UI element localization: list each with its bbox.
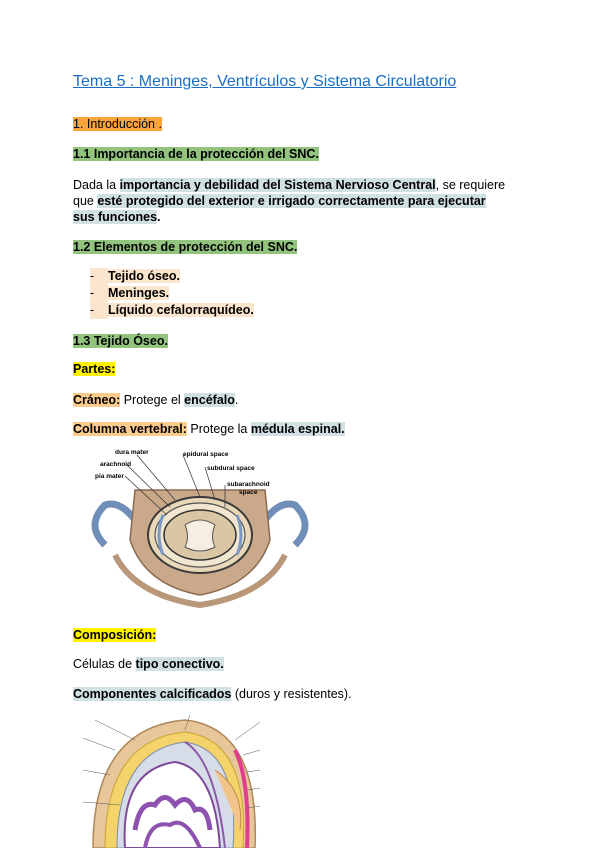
craneo-label: Cráneo:	[73, 393, 121, 407]
label-space: space	[239, 489, 258, 496]
spinal-meninges-figure	[75, 445, 325, 610]
composicion-text: Composición:	[73, 628, 157, 642]
list-dash: -	[90, 268, 108, 285]
cranial-meninges-figure	[75, 710, 290, 848]
label-epidural: epidural space	[183, 451, 229, 458]
label-pia: pia mater	[95, 473, 124, 480]
craneo-c: .	[234, 393, 239, 407]
componentes-a: Componentes calcificados	[73, 687, 232, 701]
columna-a: Protege la	[186, 422, 251, 436]
list-dash: -	[90, 285, 108, 302]
composicion-heading	[73, 627, 156, 644]
right-nerve-root	[265, 504, 305, 545]
section-1-1-heading	[73, 146, 319, 163]
label-subdural: subdural space	[207, 465, 255, 472]
partes-heading	[73, 361, 115, 378]
columna-label: Columna vertebral:	[73, 422, 187, 436]
protection-list	[90, 268, 254, 319]
label-arachnoid: arachnoid	[100, 461, 132, 468]
paragraph-line-2	[73, 193, 486, 210]
p1-d: que	[73, 194, 98, 208]
p1-f: sus funciones	[73, 210, 158, 224]
list-item	[90, 268, 254, 285]
p1-c: , se requiere	[435, 178, 506, 192]
list-item-text: Líquido cefalorraquídeo.	[108, 303, 254, 317]
list-item	[90, 302, 254, 319]
columna-line	[73, 421, 345, 438]
gray-matter	[185, 520, 215, 551]
celulas-line	[73, 656, 224, 673]
componentes-line	[73, 686, 352, 703]
paragraph-line-1	[73, 177, 505, 194]
label-subarachnoid: subarachnoid	[227, 481, 270, 488]
p1-a: Dada la	[73, 178, 120, 192]
page-title: Tema 5 : Meninges, Ventrículos y Sistema Circulatorio	[73, 73, 457, 90]
craneo-b: encéfalo	[184, 393, 235, 407]
p1-g: .	[157, 210, 161, 224]
p1-b: importancia y debilidad del Sistema Nervioso Central	[119, 178, 436, 192]
paragraph-line-3	[73, 209, 161, 226]
partes-text: Partes:	[73, 362, 116, 376]
label-dura: dura mater	[115, 449, 149, 456]
columna-b: médula espinal.	[250, 422, 345, 436]
section-1-3-text: 1.3 Tejido Óseo.	[73, 334, 168, 348]
section-1-3-heading	[73, 333, 168, 350]
celulas-b: tipo conectivo.	[135, 657, 224, 671]
section-1-1-text: 1.1 Importancia de la protección del SNC.	[73, 147, 319, 161]
craneo-a: Protege el	[120, 393, 185, 407]
p1-e: esté protegido del exterior e irrigado correctamente para ejecutar	[97, 194, 486, 208]
componentes-b: (duros y resistentes).	[231, 687, 352, 701]
celulas-a: Células de	[73, 657, 136, 671]
section-1-text: 1. Introducción .	[73, 117, 162, 131]
section-1-heading	[73, 116, 162, 133]
craneo-line	[73, 392, 238, 409]
list-item-text: Meninges.	[108, 286, 170, 300]
list-item	[90, 285, 254, 302]
section-1-2-text: 1.2 Elementos de protección del SNC.	[73, 240, 298, 254]
list-item-text: Tejido óseo.	[108, 269, 180, 283]
left-nerve-root	[95, 504, 135, 545]
section-1-2-heading	[73, 239, 297, 256]
list-dash: -	[90, 302, 108, 319]
